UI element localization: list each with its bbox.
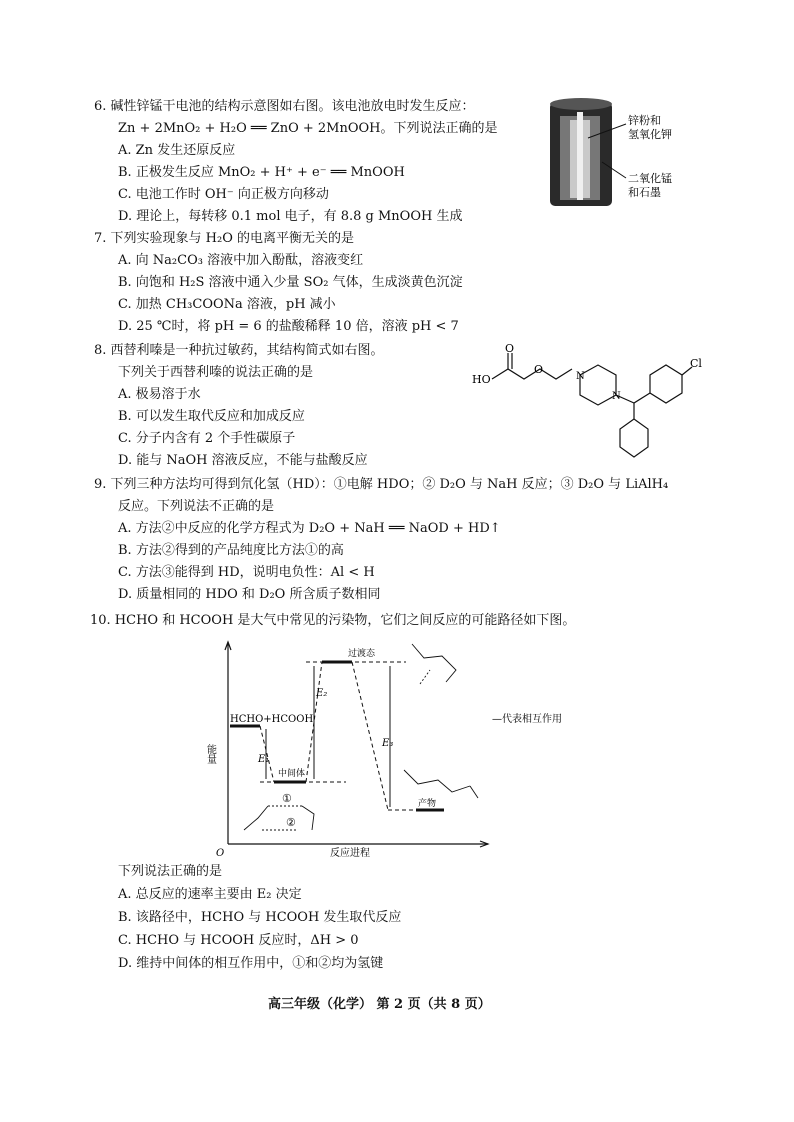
- circle-2-label: ②: [286, 816, 296, 829]
- struct-carbonyl-o: O: [505, 342, 515, 355]
- e3-label: E₃: [382, 738, 394, 749]
- progress-axis-label: 反应进程: [330, 848, 370, 859]
- q7-option-c: C. 加热 CH₃COONa 溶液，pH 减小: [118, 297, 336, 312]
- circle-1-label: ①: [282, 792, 292, 805]
- q10-option-a: A. 总反应的速率主要由 E₂ 决定: [118, 887, 302, 902]
- intermediate-label: 中间体: [278, 769, 306, 779]
- q10-option-c: C. HCHO 与 HCOOH 反应时，ΔH > 0: [118, 933, 359, 948]
- q9-option-b: B. 方法②得到的产品纯度比方法①的高: [118, 543, 344, 558]
- reactant-label: HCHO+HCOOH: [230, 714, 314, 725]
- q7-option-d: D. 25 ℃时，将 pH = 6 的盐酸稀释 10 倍，溶液 pH < 7: [118, 319, 459, 334]
- label-zinc-2: 氢氧化钾: [628, 128, 672, 141]
- label-mno2-2: 和石墨: [628, 186, 661, 199]
- q9-option-a: A. 方法②中反应的化学方程式为 D₂O + NaH ══ NaOD + HD↑: [118, 521, 501, 536]
- product-label: 产物: [418, 799, 437, 809]
- legend-text: —代表相互作用: [492, 714, 562, 725]
- q6-option-b: B. 正极发生反应 MnO₂ + H⁺ + e⁻ ══ MnOOH: [118, 165, 405, 180]
- cetirizine-structure: [468, 342, 718, 471]
- q8-option-a: A. 极易溶于水: [118, 387, 201, 402]
- q8-option-c: C. 分子内含有 2 个手性碳原子: [118, 431, 296, 446]
- q10-option-d: D. 维持中间体的相互作用中，①和②均为氢键: [118, 956, 384, 971]
- q6-stem: 6. 碱性锌锰干电池的结构示意图如右图。该电池放电时发生反应：: [94, 99, 475, 114]
- e2-label: E₂: [316, 688, 328, 699]
- struct-n-2: N: [612, 391, 621, 402]
- energy-axis-label: 能量: [204, 744, 216, 764]
- q6-option-c: C. 电池工作时 OH⁻ 向正极方向移动: [118, 187, 329, 202]
- q7-option-b: B. 向饱和 H₂S 溶液中通入少量 SO₂ 气体，生成淡黄色沉淀: [118, 275, 463, 290]
- struct-n-1: N: [576, 371, 585, 382]
- energy-profile-diagram: [206, 634, 596, 860]
- struct-cl-label: Cl: [690, 357, 702, 370]
- q8-option-d: D. 能与 NaOH 溶液反应，不能与盐酸反应: [118, 453, 368, 468]
- struct-ho-label: HO: [472, 373, 491, 386]
- q7-stem: 7. 下列实验现象与 H₂O 的电离平衡无关的是: [94, 231, 355, 246]
- e1-label: E₁: [258, 754, 270, 765]
- struct-ether-o: O: [534, 363, 544, 376]
- q9-stem-2: 反应。下列说法不正确的是: [118, 499, 275, 514]
- transition-state-label: 过渡态: [348, 649, 376, 659]
- q10-option-b: B. 该路径中，HCHO 与 HCOOH 发生取代反应: [118, 910, 402, 925]
- q10-sub-stem: 下列说法正确的是: [118, 864, 223, 879]
- origin-label: O: [216, 848, 225, 859]
- q8-option-b: B. 可以发生取代反应和加成反应: [118, 409, 305, 424]
- q9-option-c: C. 方法③能得到 HD，说明电负性：Al < H: [118, 565, 375, 580]
- q9-option-d: D. 质量相同的 HDO 和 D₂O 所含质子数相同: [118, 587, 381, 602]
- page-footer: 高三年级（化学） 第 2 页（共 8 页）: [268, 997, 491, 1012]
- q9-stem-1: 9. 下列三种方法均可得到氘化氢（HD）：①电解 HDO；② D₂O 与 NaH 反应；③ D₂O 与 LiAlH₄: [94, 477, 669, 492]
- q6-equation: Zn + 2MnO₂ + H₂O ══ ZnO + 2MnOOH。下列说法正确的是: [118, 121, 498, 136]
- q6-option-a: A. Zn 发生还原反应: [118, 143, 236, 158]
- q10-stem: 10. HCHO 和 HCOOH 是大气中常见的污染物，它们之间反应的可能路径如下图。: [90, 613, 576, 628]
- label-mno2-1: 二氧化锰: [628, 172, 672, 185]
- q6-option-d: D. 理论上，每转移 0.1 mol 电子，有 8.8 g MnOOH 生成: [118, 209, 463, 224]
- battery-diagram: [540, 96, 710, 212]
- q7-option-a: A. 向 Na₂CO₃ 溶液中加入酚酞，溶液变红: [118, 253, 364, 268]
- q8-stem-1: 8. 西替利嗪是一种抗过敏药，其结构简式如右图。: [94, 343, 384, 358]
- q8-stem-2: 下列关于西替利嗪的说法正确的是: [118, 365, 314, 380]
- label-zinc-1: 锌粉和: [628, 114, 661, 127]
